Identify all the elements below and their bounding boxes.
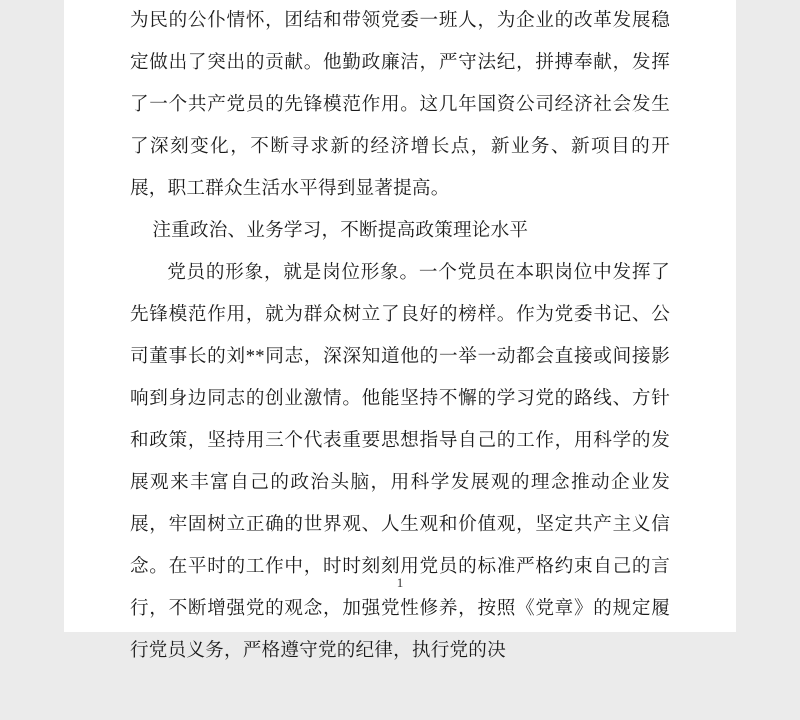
paragraph-continued: 为民的公仆情怀，团结和带领党委一班人，为企业的改革发展稳定做出了突出的贡献。他勤政廉洁，严守法纪，拼搏奉献，发挥了一个共产党员的先锋模范作用。这几年国资公司经济社会发生了深刻变化，不断寻求新的经济增长点，新业务、新项目的开展，职工群众生活水平得到显著提高。 <box>130 10 670 199</box>
document-page <box>64 0 736 661</box>
paragraph-body: 党员的形象，就是岗位形象。一个党员在本职岗位中发挥了先锋模范作用，就为群众树立了良好的榜样。作为党委书记、公司董事长的刘**同志，深深知道他的一举一动都会直接或间接影响到身边同志的创业激情。他能坚持不懈的学习党的路线、方针和政策，坚持用三个代表重要思想指导自己的工作，用科学的发展观来丰富自己的政治头脑，用科学发展观的理念推动企业发展，牢固树立正确的世界观、人生观和价值观，坚定共产主义信念。在平时的工作中，时时刻刻用党员的标准严格约束自己的言行，不断增强党的观念，加强党性修养，按照《党章》的规定履行党员义务，严格遵守党的纪律，执行党的决 <box>130 262 670 661</box>
page-body <box>130 0 670 672</box>
page-number: 1 <box>396 575 404 590</box>
section-heading: 注重政治、业务学习，不断提高政策理论水平 <box>152 220 529 241</box>
